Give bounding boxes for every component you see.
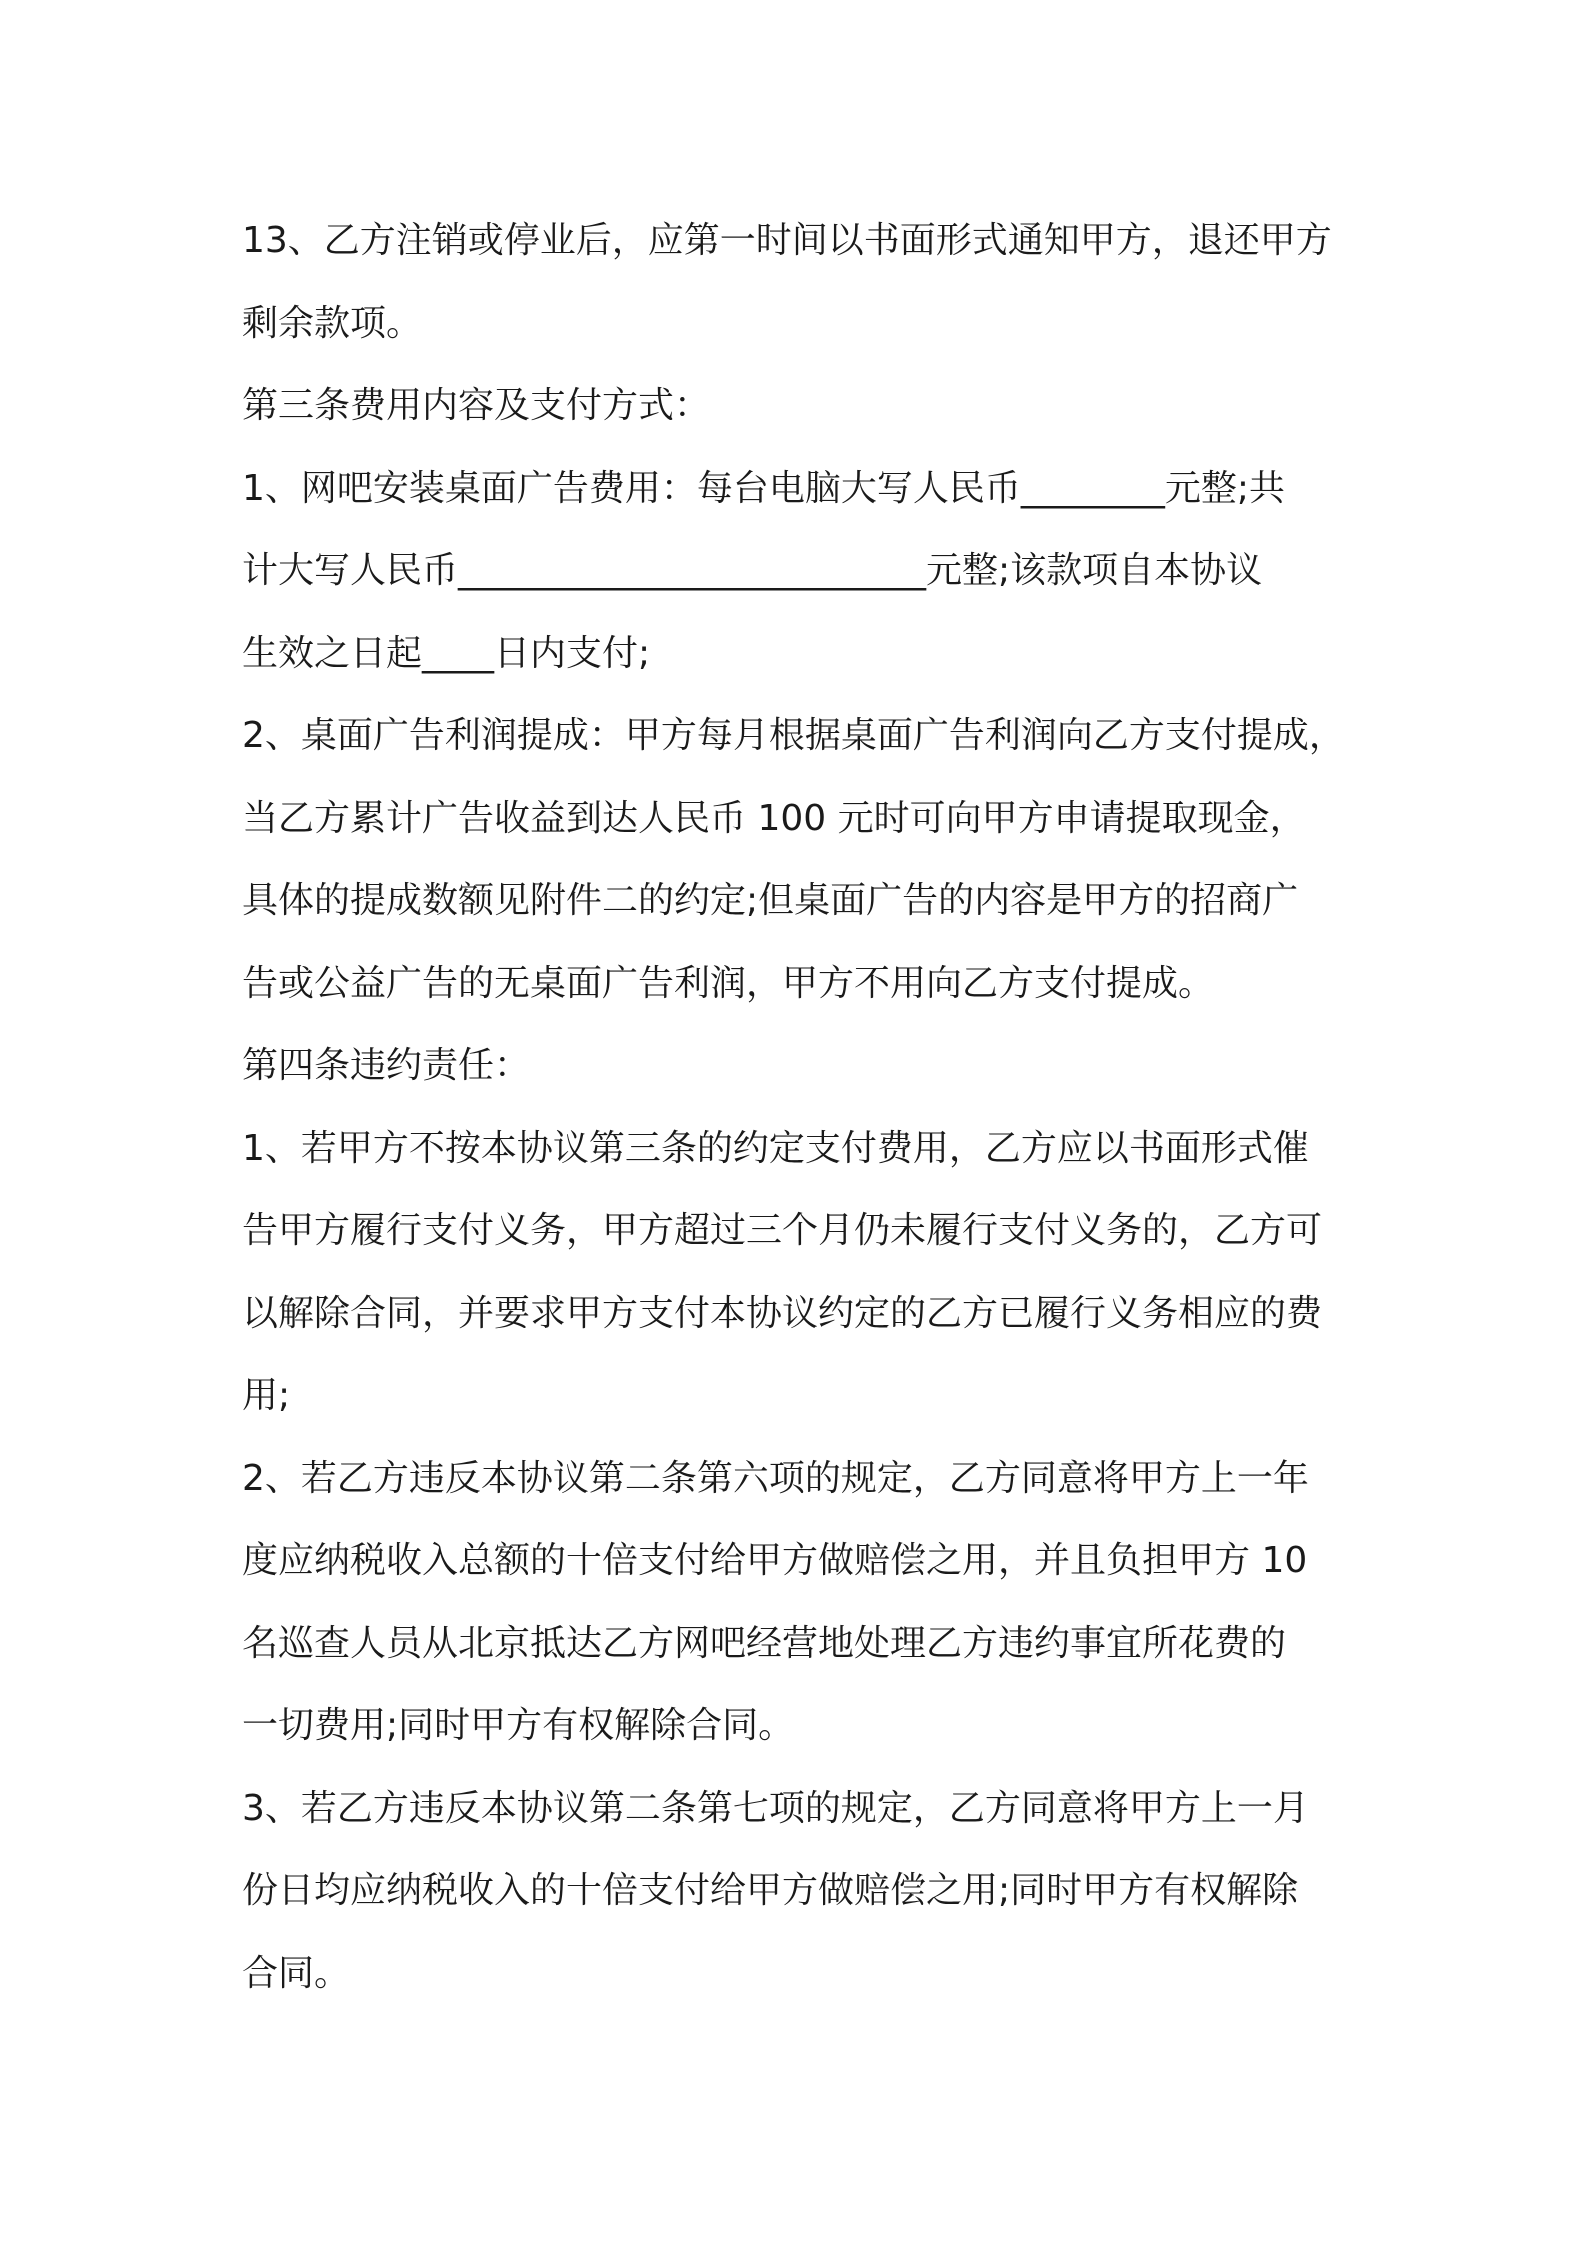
text-line: 份日均应纳税收入的十倍支付给甲方做赔偿之用;同时甲方有权解除 [242, 1870, 1299, 1911]
text-line: 2、若乙方违反本协议第二条第六项的规定，乙方同意将甲方上一年 [242, 1457, 1309, 1499]
text-line: 13、乙方注销或停业后，应第一时间以书面形式通知甲方，退还甲方 [242, 220, 1332, 261]
paragraph-clause-13 [242, 200, 1382, 365]
text-line: 用; [242, 1375, 291, 1416]
text-line: 当乙方累计广告收益到达人民币 100 元时可向甲方申请提取现金， [242, 797, 1306, 839]
text-line: 名巡查人员从北京抵达乙方网吧经营地处理乙方违约事宜所花费的 [242, 1622, 1287, 1664]
text-line: 剩余款项。 [242, 302, 423, 344]
text-line: 一切费用;同时甲方有权解除合同。 [242, 1705, 795, 1746]
text-line: 2、桌面广告利润提成：甲方每月根据桌面广告利润向乙方支付提成， [242, 715, 1345, 756]
text-line: 生效之日起____日内支付; [242, 632, 651, 674]
paragraph-article-4-item-3 [242, 1768, 1382, 2016]
text-line: 告或公益广告的无桌面广告利润，甲方不用向乙方支付提成。 [242, 962, 1215, 1004]
paragraph-article-4-item-2 [242, 1438, 1382, 1768]
text-line: 第四条违约责任： [242, 1045, 531, 1086]
text-line: 具体的提成数额见附件二的约定;但桌面广告的内容是甲方的招商广 [242, 880, 1299, 921]
text-line: 以解除合同，并要求甲方支付本协议约定的乙方已履行义务相应的费 [242, 1292, 1323, 1334]
text-line: 1、若甲方不按本协议第三条的约定支付费用，乙方应以书面形式催 [242, 1127, 1309, 1169]
paragraph-article-3-item-1 [242, 448, 1382, 696]
paragraph-article-3-item-2 [242, 695, 1382, 1025]
text-line: 合同。 [242, 1952, 351, 1994]
text-line: 告甲方履行支付义务，甲方超过三个月仍未履行支付义务的，乙方可 [242, 1210, 1323, 1251]
paragraph-article-4-item-1 [242, 1108, 1382, 1438]
text-line: 计大写人民币__________________________元整;该款项自本协议 [242, 550, 1263, 591]
section-heading-article-3 [242, 365, 1382, 448]
text-line: 3、若乙方违反本协议第二条第七项的规定，乙方同意将甲方上一月 [242, 1787, 1309, 1829]
text-line: 度应纳税收入总额的十倍支付给甲方做赔偿之用，并且负担甲方 10 [242, 1540, 1308, 1581]
section-heading-article-4 [242, 1025, 1382, 1108]
text-line: 1、网吧安装桌面广告费用：每台电脑大写人民币________元整;共 [242, 467, 1286, 509]
document-body [242, 200, 1382, 2015]
text-line: 第三条费用内容及支付方式： [242, 385, 711, 426]
